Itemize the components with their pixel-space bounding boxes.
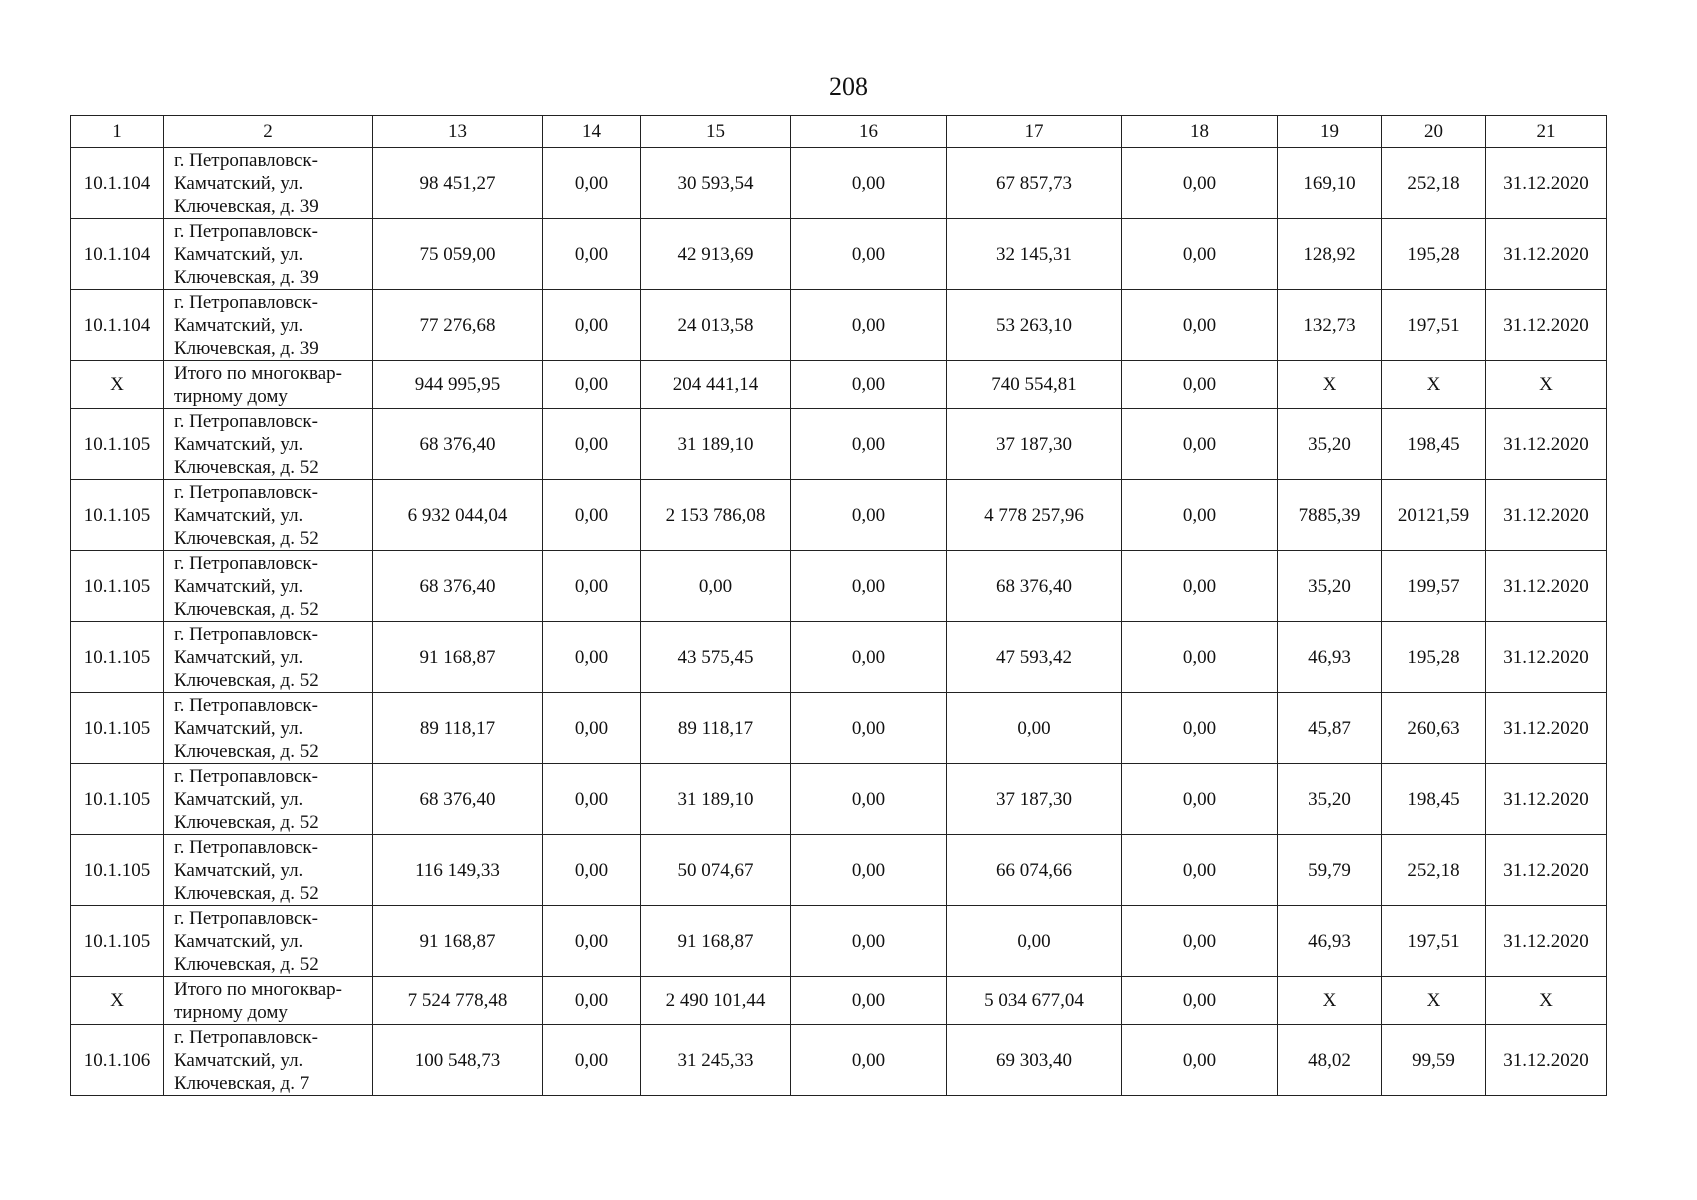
value-cell: 7 524 778,48 [373, 977, 543, 1025]
value-cell: X [1278, 977, 1382, 1025]
value-cell: 31 189,10 [641, 764, 791, 835]
value-cell: 2 153 786,08 [641, 480, 791, 551]
row-code-cell: 10.1.106 [71, 1025, 164, 1096]
address-cell [164, 693, 373, 764]
address-line: Камчатский, ул. [174, 930, 304, 952]
address-line: Ключевская, д. 52 [174, 527, 319, 549]
address-line: Камчатский, ул. [174, 1049, 304, 1071]
value-cell: 944 995,95 [373, 361, 543, 409]
value-cell: 169,10 [1278, 148, 1382, 219]
value-cell: X [1278, 361, 1382, 409]
address-line: тирному дому [174, 385, 288, 407]
table-row [71, 693, 1607, 764]
value-cell: 252,18 [1382, 835, 1486, 906]
column-number-header: 18 [1122, 116, 1278, 148]
column-number-header: 2 [164, 116, 373, 148]
address-cell [164, 480, 373, 551]
table-row [71, 551, 1607, 622]
value-cell: 0,00 [1122, 361, 1278, 409]
value-cell: 43 575,45 [641, 622, 791, 693]
value-cell: 91 168,87 [373, 622, 543, 693]
value-cell: 0,00 [641, 551, 791, 622]
value-cell: 30 593,54 [641, 148, 791, 219]
value-cell: 0,00 [791, 148, 947, 219]
value-cell: 0,00 [1122, 1025, 1278, 1096]
value-cell: 91 168,87 [641, 906, 791, 977]
table-row [71, 290, 1607, 361]
row-code-cell: 10.1.104 [71, 219, 164, 290]
address-line: Ключевская, д. 52 [174, 669, 319, 691]
table-row [71, 835, 1607, 906]
value-cell: 0,00 [947, 693, 1122, 764]
value-cell: 68 376,40 [373, 409, 543, 480]
value-cell: 77 276,68 [373, 290, 543, 361]
address-line: Камчатский, ул. [174, 243, 304, 265]
address-line: г. Петропавловск- [174, 552, 318, 574]
value-cell: 0,00 [1122, 219, 1278, 290]
address-line: Камчатский, ул. [174, 433, 304, 455]
value-cell: 0,00 [947, 906, 1122, 977]
value-cell: 0,00 [543, 148, 641, 219]
value-cell: 0,00 [791, 764, 947, 835]
value-cell: 128,92 [1278, 219, 1382, 290]
row-code-cell: 10.1.105 [71, 693, 164, 764]
value-cell: 68 376,40 [947, 551, 1122, 622]
value-cell: 31.12.2020 [1486, 622, 1607, 693]
value-cell: 75 059,00 [373, 219, 543, 290]
data-table [70, 115, 1607, 1096]
column-number-header: 19 [1278, 116, 1382, 148]
address-cell [164, 290, 373, 361]
value-cell: 42 913,69 [641, 219, 791, 290]
value-cell: 5 034 677,04 [947, 977, 1122, 1025]
row-code-cell: 10.1.105 [71, 622, 164, 693]
address-line: Ключевская, д. 52 [174, 740, 319, 762]
value-cell: 0,00 [543, 906, 641, 977]
value-cell: 0,00 [543, 551, 641, 622]
address-line: Ключевская, д. 52 [174, 953, 319, 975]
value-cell: 0,00 [1122, 148, 1278, 219]
value-cell: 116 149,33 [373, 835, 543, 906]
address-line: г. Петропавловск- [174, 481, 318, 503]
value-cell: 0,00 [543, 290, 641, 361]
address-line: Ключевская, д. 39 [174, 266, 319, 288]
value-cell: 69 303,40 [947, 1025, 1122, 1096]
value-cell: 0,00 [543, 480, 641, 551]
table-row [71, 764, 1607, 835]
address-line: Итого по многоквар- [174, 362, 342, 384]
table-row [71, 480, 1607, 551]
value-cell: 197,51 [1382, 290, 1486, 361]
value-cell: 204 441,14 [641, 361, 791, 409]
value-cell: 31.12.2020 [1486, 693, 1607, 764]
value-cell: 0,00 [1122, 622, 1278, 693]
value-cell: 0,00 [791, 835, 947, 906]
total-row [71, 977, 1607, 1025]
value-cell: 199,57 [1382, 551, 1486, 622]
value-cell: 31.12.2020 [1486, 906, 1607, 977]
value-cell: 59,79 [1278, 835, 1382, 906]
value-cell: 0,00 [1122, 480, 1278, 551]
address-line: Ключевская, д. 39 [174, 195, 319, 217]
value-cell: 89 118,17 [641, 693, 791, 764]
address-line: г. Петропавловск- [174, 694, 318, 716]
value-cell: 45,87 [1278, 693, 1382, 764]
address-cell [164, 1025, 373, 1096]
value-cell: 7885,39 [1278, 480, 1382, 551]
header-row [71, 116, 1607, 148]
value-cell: 6 932 044,04 [373, 480, 543, 551]
value-cell: 48,02 [1278, 1025, 1382, 1096]
address-line: Ключевская, д. 7 [174, 1072, 310, 1094]
table-row [71, 148, 1607, 219]
value-cell: 197,51 [1382, 906, 1486, 977]
address-cell [164, 764, 373, 835]
value-cell: 47 593,42 [947, 622, 1122, 693]
address-cell [164, 361, 373, 409]
value-cell: X [1486, 977, 1607, 1025]
column-number-header: 15 [641, 116, 791, 148]
value-cell: 0,00 [1122, 835, 1278, 906]
address-line: г. Петропавловск- [174, 410, 318, 432]
value-cell: 31.12.2020 [1486, 148, 1607, 219]
value-cell: 0,00 [791, 480, 947, 551]
value-cell: 31.12.2020 [1486, 480, 1607, 551]
value-cell: 32 145,31 [947, 219, 1122, 290]
value-cell: 198,45 [1382, 409, 1486, 480]
row-code-cell: 10.1.105 [71, 480, 164, 551]
value-cell: 31 245,33 [641, 1025, 791, 1096]
value-cell: 46,93 [1278, 622, 1382, 693]
value-cell: 4 778 257,96 [947, 480, 1122, 551]
value-cell: 0,00 [791, 290, 947, 361]
address-cell [164, 409, 373, 480]
value-cell: 0,00 [1122, 906, 1278, 977]
value-cell: 252,18 [1382, 148, 1486, 219]
total-row [71, 361, 1607, 409]
address-line: г. Петропавловск- [174, 220, 318, 242]
address-line: г. Петропавловск- [174, 1026, 318, 1048]
column-number-header: 21 [1486, 116, 1607, 148]
address-line: Ключевская, д. 39 [174, 337, 319, 359]
value-cell: 35,20 [1278, 409, 1382, 480]
value-cell: 198,45 [1382, 764, 1486, 835]
address-line: Камчатский, ул. [174, 646, 304, 668]
value-cell: 98 451,27 [373, 148, 543, 219]
column-number-header: 14 [543, 116, 641, 148]
column-number-header: 13 [373, 116, 543, 148]
value-cell: 2 490 101,44 [641, 977, 791, 1025]
address-line: Камчатский, ул. [174, 717, 304, 739]
table-row [71, 622, 1607, 693]
value-cell: 0,00 [543, 219, 641, 290]
address-line: Итого по многоквар- [174, 978, 342, 1000]
value-cell: 31.12.2020 [1486, 835, 1607, 906]
value-cell: 31.12.2020 [1486, 1025, 1607, 1096]
value-cell: 66 074,66 [947, 835, 1122, 906]
address-line: Камчатский, ул. [174, 859, 304, 881]
value-cell: 31.12.2020 [1486, 219, 1607, 290]
address-cell [164, 622, 373, 693]
value-cell: 99,59 [1382, 1025, 1486, 1096]
row-code-cell: 10.1.105 [71, 764, 164, 835]
value-cell: 195,28 [1382, 219, 1486, 290]
row-code-cell: 10.1.105 [71, 551, 164, 622]
value-cell: 0,00 [543, 977, 641, 1025]
value-cell: 0,00 [1122, 551, 1278, 622]
address-line: Ключевская, д. 52 [174, 811, 319, 833]
value-cell: 89 118,17 [373, 693, 543, 764]
value-cell: 0,00 [791, 551, 947, 622]
value-cell: 0,00 [543, 361, 641, 409]
address-line: Камчатский, ул. [174, 788, 304, 810]
value-cell: 0,00 [791, 693, 947, 764]
table-row [71, 409, 1607, 480]
value-cell: 91 168,87 [373, 906, 543, 977]
address-line: Ключевская, д. 52 [174, 456, 319, 478]
address-line: Ключевская, д. 52 [174, 598, 319, 620]
value-cell: 37 187,30 [947, 764, 1122, 835]
address-line: г. Петропавловск- [174, 765, 318, 787]
value-cell: X [1486, 361, 1607, 409]
address-line: г. Петропавловск- [174, 149, 318, 171]
value-cell: 68 376,40 [373, 551, 543, 622]
value-cell: 132,73 [1278, 290, 1382, 361]
value-cell: 195,28 [1382, 622, 1486, 693]
value-cell: X [1382, 977, 1486, 1025]
address-line: Камчатский, ул. [174, 172, 304, 194]
row-code-cell: 10.1.105 [71, 906, 164, 977]
value-cell: 67 857,73 [947, 148, 1122, 219]
value-cell: 35,20 [1278, 764, 1382, 835]
value-cell: 31.12.2020 [1486, 551, 1607, 622]
value-cell: 0,00 [543, 835, 641, 906]
address-line: Камчатский, ул. [174, 504, 304, 526]
value-cell: 0,00 [791, 361, 947, 409]
value-cell: 100 548,73 [373, 1025, 543, 1096]
address-line: Камчатский, ул. [174, 314, 304, 336]
value-cell: 0,00 [1122, 290, 1278, 361]
page-number: 208 [829, 72, 868, 101]
row-code-cell: 10.1.105 [71, 835, 164, 906]
value-cell: 68 376,40 [373, 764, 543, 835]
value-cell: 0,00 [791, 1025, 947, 1096]
value-cell: 0,00 [1122, 764, 1278, 835]
table-row [71, 1025, 1607, 1096]
value-cell: 0,00 [1122, 409, 1278, 480]
column-number-header: 16 [791, 116, 947, 148]
value-cell: 0,00 [543, 622, 641, 693]
column-number-header: 17 [947, 116, 1122, 148]
value-cell: 20121,59 [1382, 480, 1486, 551]
value-cell: 0,00 [1122, 977, 1278, 1025]
table-row [71, 906, 1607, 977]
address-line: г. Петропавловск- [174, 291, 318, 313]
value-cell: 0,00 [1122, 693, 1278, 764]
value-cell: 0,00 [791, 906, 947, 977]
address-line: г. Петропавловск- [174, 836, 318, 858]
row-code-cell: X [71, 361, 164, 409]
value-cell: 24 013,58 [641, 290, 791, 361]
address-cell [164, 835, 373, 906]
value-cell: 0,00 [543, 764, 641, 835]
value-cell: 0,00 [791, 219, 947, 290]
value-cell: 53 263,10 [947, 290, 1122, 361]
address-cell [164, 219, 373, 290]
row-code-cell: 10.1.104 [71, 290, 164, 361]
value-cell: 46,93 [1278, 906, 1382, 977]
row-code-cell: 10.1.104 [71, 148, 164, 219]
value-cell: 0,00 [543, 693, 641, 764]
table-row [71, 219, 1607, 290]
value-cell: 31 189,10 [641, 409, 791, 480]
value-cell: X [1382, 361, 1486, 409]
value-cell: 260,63 [1382, 693, 1486, 764]
value-cell: 0,00 [791, 409, 947, 480]
value-cell: 0,00 [543, 1025, 641, 1096]
value-cell: 0,00 [543, 409, 641, 480]
address-line: г. Петропавловск- [174, 623, 318, 645]
row-code-cell: X [71, 977, 164, 1025]
value-cell: 31.12.2020 [1486, 409, 1607, 480]
value-cell: 0,00 [791, 977, 947, 1025]
address-cell [164, 551, 373, 622]
value-cell: 50 074,67 [641, 835, 791, 906]
column-number-header: 20 [1382, 116, 1486, 148]
address-cell [164, 906, 373, 977]
value-cell: 35,20 [1278, 551, 1382, 622]
address-cell [164, 148, 373, 219]
address-line: Камчатский, ул. [174, 575, 304, 597]
value-cell: 31.12.2020 [1486, 290, 1607, 361]
address-line: тирному дому [174, 1001, 288, 1023]
value-cell: 31.12.2020 [1486, 764, 1607, 835]
value-cell: 0,00 [791, 622, 947, 693]
address-line: Ключевская, д. 52 [174, 882, 319, 904]
value-cell: 37 187,30 [947, 409, 1122, 480]
address-cell [164, 977, 373, 1025]
value-cell: 740 554,81 [947, 361, 1122, 409]
row-code-cell: 10.1.105 [71, 409, 164, 480]
address-line: г. Петропавловск- [174, 907, 318, 929]
column-number-header: 1 [71, 116, 164, 148]
